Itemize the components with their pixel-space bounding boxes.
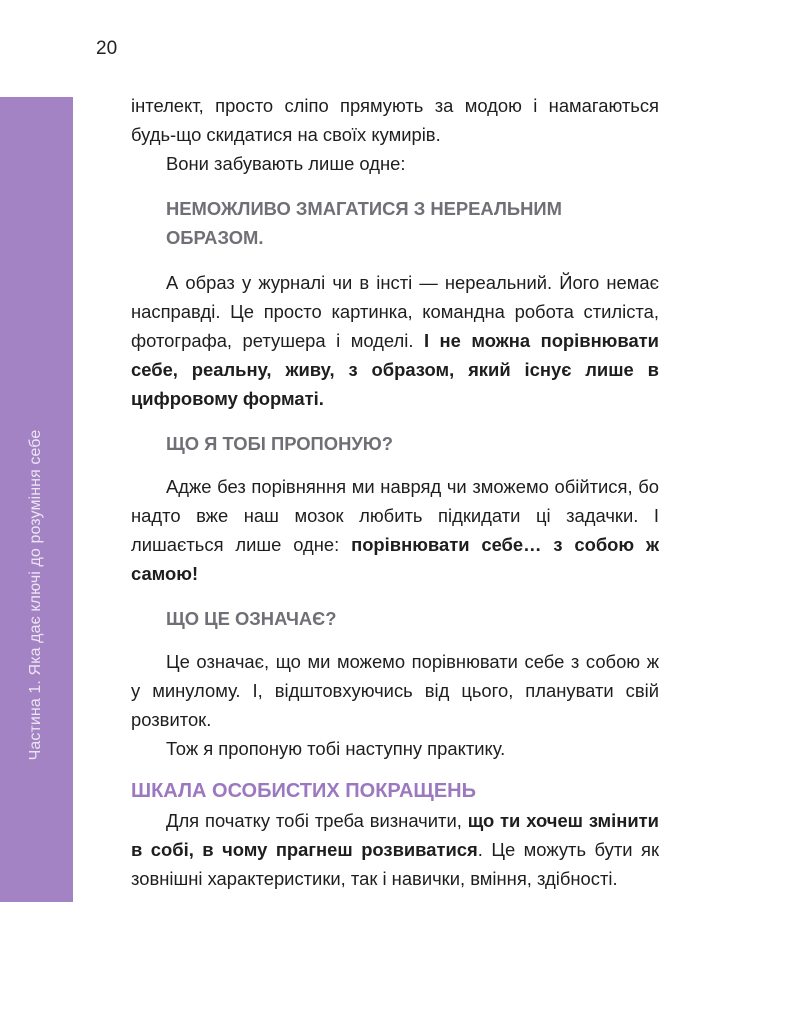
paragraph-4-regular: Адже без порівняння ми навряд чи зможемо обійтися, бо надто вже наш мозок любить підкидати ці задачки. І лишається лише одне: [131, 476, 659, 555]
page-body [131, 91, 659, 893]
paragraph-7-regular-a: Для початку тобі треба визначити, [166, 810, 468, 831]
callout-unreal-image: НЕМОЖЛИВО ЗМАГАТИСЯ З НЕРЕАЛЬНИМ ОБРАЗОМ. [166, 198, 562, 248]
paragraph-4-bold: порівнювати себе… з собою ж самою! [131, 534, 660, 584]
paragraph-2: Вони забувають лише одне: [166, 153, 406, 174]
paragraph-3-regular: А образ у журналі чи в інсті — нереальний. Його немає насправді. Це просто картинка, командна робота стиліста, фотографа, ретушера і моделі. [131, 272, 659, 351]
paragraph-7 [131, 806, 659, 893]
paragraph-7-regular-b: . Це можуть бути як зовнішні характеристики, так і навички, вміння, здібності. [131, 839, 660, 889]
paragraph-6: Тож я пропоную тобі наступну практику. [166, 738, 506, 759]
chapter-side-caption: Частина 1. Яка дає ключі до розуміння себе [27, 429, 44, 761]
page-number: 20 [96, 38, 118, 59]
paragraph-4 [131, 472, 659, 588]
paragraph-7-bold: що ти хочеш змінити в собі, в чому прагнеш розвиватися [131, 810, 659, 860]
callout-what-i-offer: ЩО Я ТОБІ ПРОПОНУЮ? [166, 433, 393, 454]
chapter-side-band [0, 97, 73, 902]
paragraph-3 [131, 268, 659, 413]
paragraph-1: інтелект, просто сліпо прямують за модою і намагаються будь-що скидатися на своїх кумирів. [131, 95, 659, 145]
paragraph-3-bold: І не можна порівнювати себе, реальну, живу, з образом, який існує лише в цифровому форматі. [131, 330, 659, 409]
paragraph-5: Це означає, що ми можемо порівнювати себе з собою ж у минулому. І, відштовхуючись від цього, планувати свій розвиток. [131, 651, 659, 730]
callout-what-it-means: ЩО ЦЕ ОЗНАЧАЄ? [166, 608, 337, 629]
section-title: ШКАЛА ОСОБИСТИХ ПОКРАЩЕНЬ [131, 780, 476, 802]
